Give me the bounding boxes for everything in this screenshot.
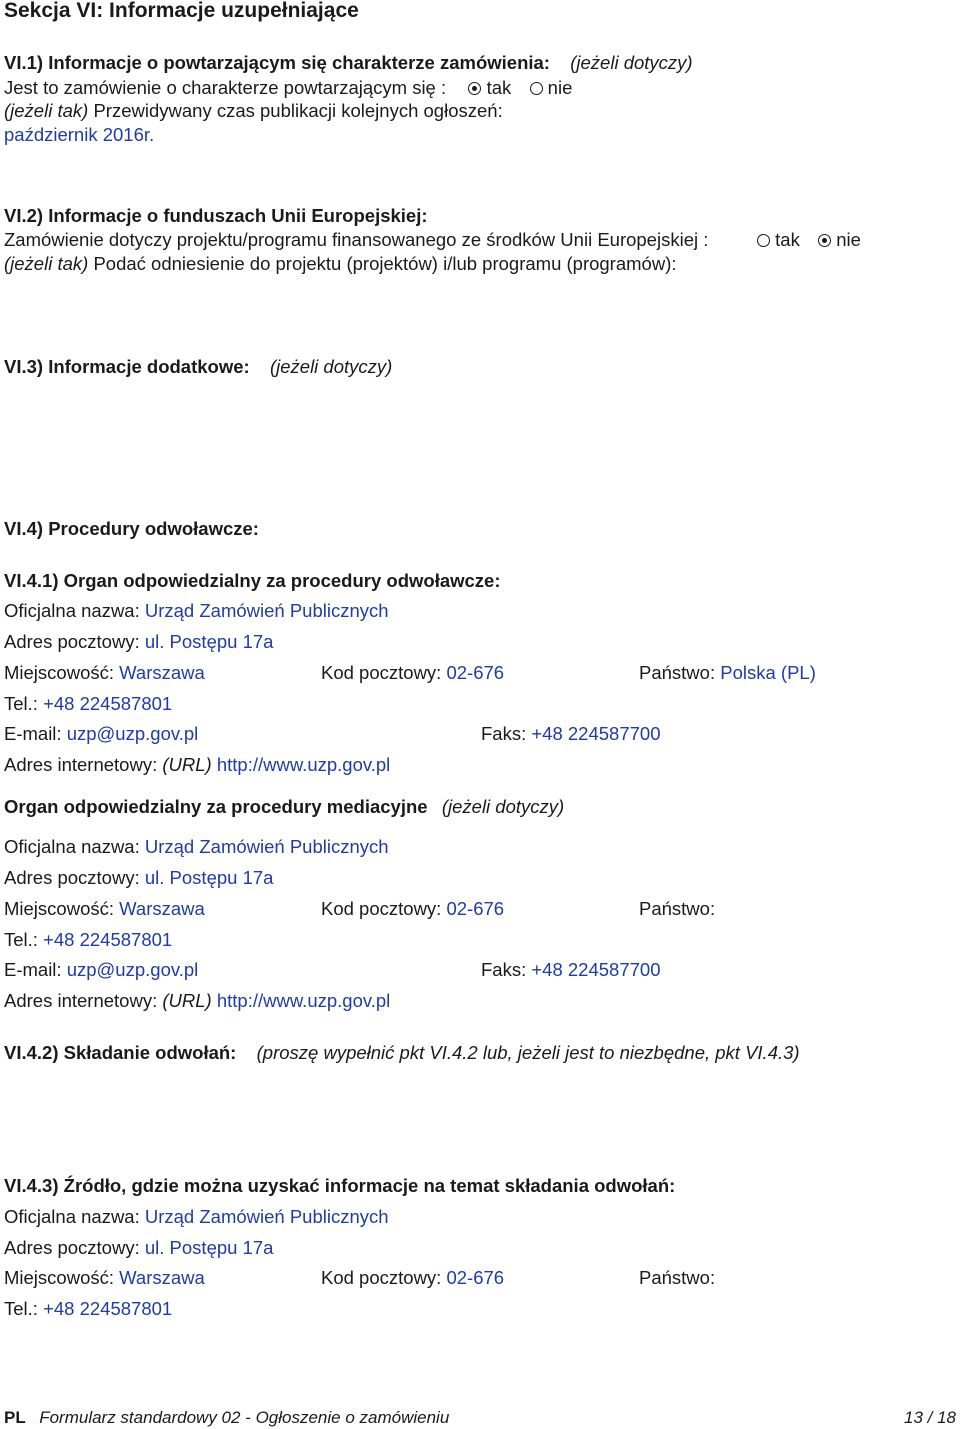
vi41-name: Urząd Zamówień Publicznych (144, 600, 389, 621)
vi43-name-line (4, 1206, 389, 1228)
vi1-yes-radio[interactable] (468, 82, 481, 95)
tel-label: Tel.: (4, 693, 38, 714)
vi1-followup-line (4, 100, 503, 122)
vi2-no-label: nie (836, 229, 861, 250)
vi43-heading: VI.4.3) Źródło, gdzie można uzyskać informacje na temat składania odwołań: (4, 1175, 676, 1196)
vi42-heading: VI.4.2) Składanie odwołań: (4, 1042, 237, 1063)
official-name-label: Oficjalna nazwa: (4, 600, 140, 621)
mediation-city: Warszawa (119, 898, 205, 919)
vi41-heading: VI.4.1) Organ odpowiedzialny za procedury odwoławcze: (4, 570, 501, 591)
vi3-heading: VI.3) Informacje dodatkowe: (4, 356, 250, 377)
postal-address-label: Adres pocztowy: (4, 1237, 140, 1258)
vi41-name-line (4, 600, 389, 622)
country-label: Państwo: (639, 1267, 716, 1288)
vi41-email-line (4, 723, 198, 745)
vi42-note: (proszę wypełnić pkt VI.4.2 lub, jeżeli jest to niezbędne, pkt VI.4.3) (256, 1042, 800, 1063)
vi2-followup-line (4, 253, 677, 275)
tel-label: Tel.: (4, 1298, 38, 1319)
mediation-postal-line (321, 898, 504, 920)
vi41-city: Warszawa (119, 662, 205, 683)
vi2-yes-radio[interactable] (757, 234, 770, 247)
mediation-country-line (639, 898, 715, 920)
mediation-tel-line (4, 929, 172, 951)
mediation-fax-line (481, 959, 661, 981)
vi41-tel-line (4, 693, 172, 715)
vi41-fax-line (481, 723, 661, 745)
vi43-country-line (639, 1267, 715, 1289)
vi43-address-line (4, 1237, 273, 1259)
mediation-tel: +48 224587801 (43, 929, 173, 950)
vi1-question: Jest to zamówienie o charakterze powtarzającym się : (4, 77, 447, 98)
vi41-postal-line (321, 662, 504, 684)
vi41-url-line (4, 754, 390, 776)
tel-label: Tel.: (4, 929, 38, 950)
official-name-label: Oficjalna nazwa: (4, 1206, 140, 1227)
vi41-email: uzp@uzp.gov.pl (66, 723, 199, 744)
mediation-name-line (4, 836, 389, 858)
mediation-email: uzp@uzp.gov.pl (66, 959, 199, 980)
vi41-address: ul. Postępu 17a (144, 631, 274, 652)
vi2-question: Zamówienie dotyczy projektu/programu finansowanego ze środków Unii Europejskiej : (4, 229, 709, 250)
vi3-heading-line (4, 356, 392, 378)
mediation-name: Urząd Zamówień Publicznych (144, 836, 389, 857)
mediation-city-line (4, 898, 205, 920)
vi2-question-line (4, 229, 708, 251)
vi43-name: Urząd Zamówień Publicznych (144, 1206, 389, 1227)
mediation-address-line (4, 867, 273, 889)
vi43-address: ul. Postępu 17a (144, 1237, 274, 1258)
vi1-yes-label: tak (486, 77, 512, 98)
footer-form-name: Formularz standardowy 02 - Ogłoszenie o zamówieniu (39, 1408, 450, 1427)
mediation-postal-code: 02-676 (446, 898, 505, 919)
if-applicable-note: (jeżeli dotyczy) (570, 52, 693, 73)
vi2-no-radio[interactable] (818, 234, 831, 247)
mediation-url: http://www.uzp.gov.pl (216, 990, 391, 1011)
postal-address-label: Adres pocztowy: (4, 631, 140, 652)
if-yes-note: (jeżeli tak) (4, 100, 89, 121)
mediation-heading-line (4, 796, 564, 818)
vi41-country-line (639, 662, 816, 684)
vi1-question-line (4, 77, 572, 99)
if-yes-note: (jeżeli tak) (4, 253, 89, 274)
postal-address-label: Adres pocztowy: (4, 867, 140, 888)
mediation-address: ul. Postępu 17a (144, 867, 274, 888)
vi41-postal-code: 02-676 (446, 662, 505, 683)
page-footer (4, 1407, 956, 1429)
mediation-url-line (4, 990, 390, 1012)
official-name-label: Oficjalna nazwa: (4, 836, 140, 857)
mediation-fax: +48 224587700 (531, 959, 661, 980)
vi43-postal-code: 02-676 (446, 1267, 505, 1288)
postal-code-label: Kod pocztowy: (321, 1267, 442, 1288)
vi41-fax: +48 224587700 (531, 723, 661, 744)
vi43-city: Warszawa (119, 1267, 205, 1288)
vi1-value: październik 2016r. (4, 124, 155, 145)
vi2-yes-label: tak (775, 229, 800, 250)
internet-address-label: Adres internetowy: (4, 754, 158, 775)
section-title: Sekcja VI: Informacje uzupełniające (4, 0, 359, 22)
vi2-followup: Podać odniesienie do projektu (projektów) i/lub programu (programów): (93, 253, 677, 274)
postal-code-label: Kod pocztowy: (321, 662, 442, 683)
footer-page-number: 13 / 18 (904, 1408, 956, 1427)
url-label: (URL) (162, 990, 212, 1011)
fax-label: Faks: (481, 723, 527, 744)
footer-lang: PL (4, 1408, 26, 1427)
vi41-tel: +48 224587801 (43, 693, 173, 714)
country-label: Państwo: (639, 662, 716, 683)
vi1-no-radio[interactable] (530, 82, 543, 95)
vi41-city-line (4, 662, 205, 684)
internet-address-label: Adres internetowy: (4, 990, 158, 1011)
vi42-heading-line (4, 1042, 800, 1064)
url-label: (URL) (162, 754, 212, 775)
vi43-tel-line (4, 1298, 172, 1320)
vi2-heading: VI.2) Informacje o funduszach Unii Europejskiej: (4, 205, 428, 226)
vi41-url: http://www.uzp.gov.pl (216, 754, 391, 775)
vi1-heading: VI.1) Informacje o powtarzającym się charakterze zamówienia: (4, 52, 550, 73)
vi41-country: Polska (PL) (720, 662, 816, 683)
mediation-email-line (4, 959, 198, 981)
fax-label: Faks: (481, 959, 527, 980)
vi41-address-line (4, 631, 273, 653)
vi43-tel: +48 224587801 (43, 1298, 173, 1319)
city-label: Miejscowość: (4, 898, 114, 919)
city-label: Miejscowość: (4, 662, 114, 683)
email-label: E-mail: (4, 723, 62, 744)
vi1-followup: Przewidywany czas publikacji kolejnych ogłoszeń: (93, 100, 503, 121)
vi43-postal-line (321, 1267, 504, 1289)
vi43-city-line (4, 1267, 205, 1289)
if-applicable-note: (jeżeli dotyczy) (441, 796, 565, 817)
vi1-no-label: nie (547, 77, 573, 98)
mediation-heading: Organ odpowiedzialny za procedury mediacyjne (4, 796, 428, 817)
if-applicable-note: (jeżeli dotyczy) (269, 356, 393, 377)
country-label: Państwo: (639, 898, 716, 919)
postal-code-label: Kod pocztowy: (321, 898, 442, 919)
email-label: E-mail: (4, 959, 62, 980)
vi4-heading: VI.4) Procedury odwoławcze: (4, 518, 259, 539)
vi1-heading-line (4, 52, 693, 74)
city-label: Miejscowość: (4, 1267, 114, 1288)
vi2-radio-group (757, 229, 861, 251)
